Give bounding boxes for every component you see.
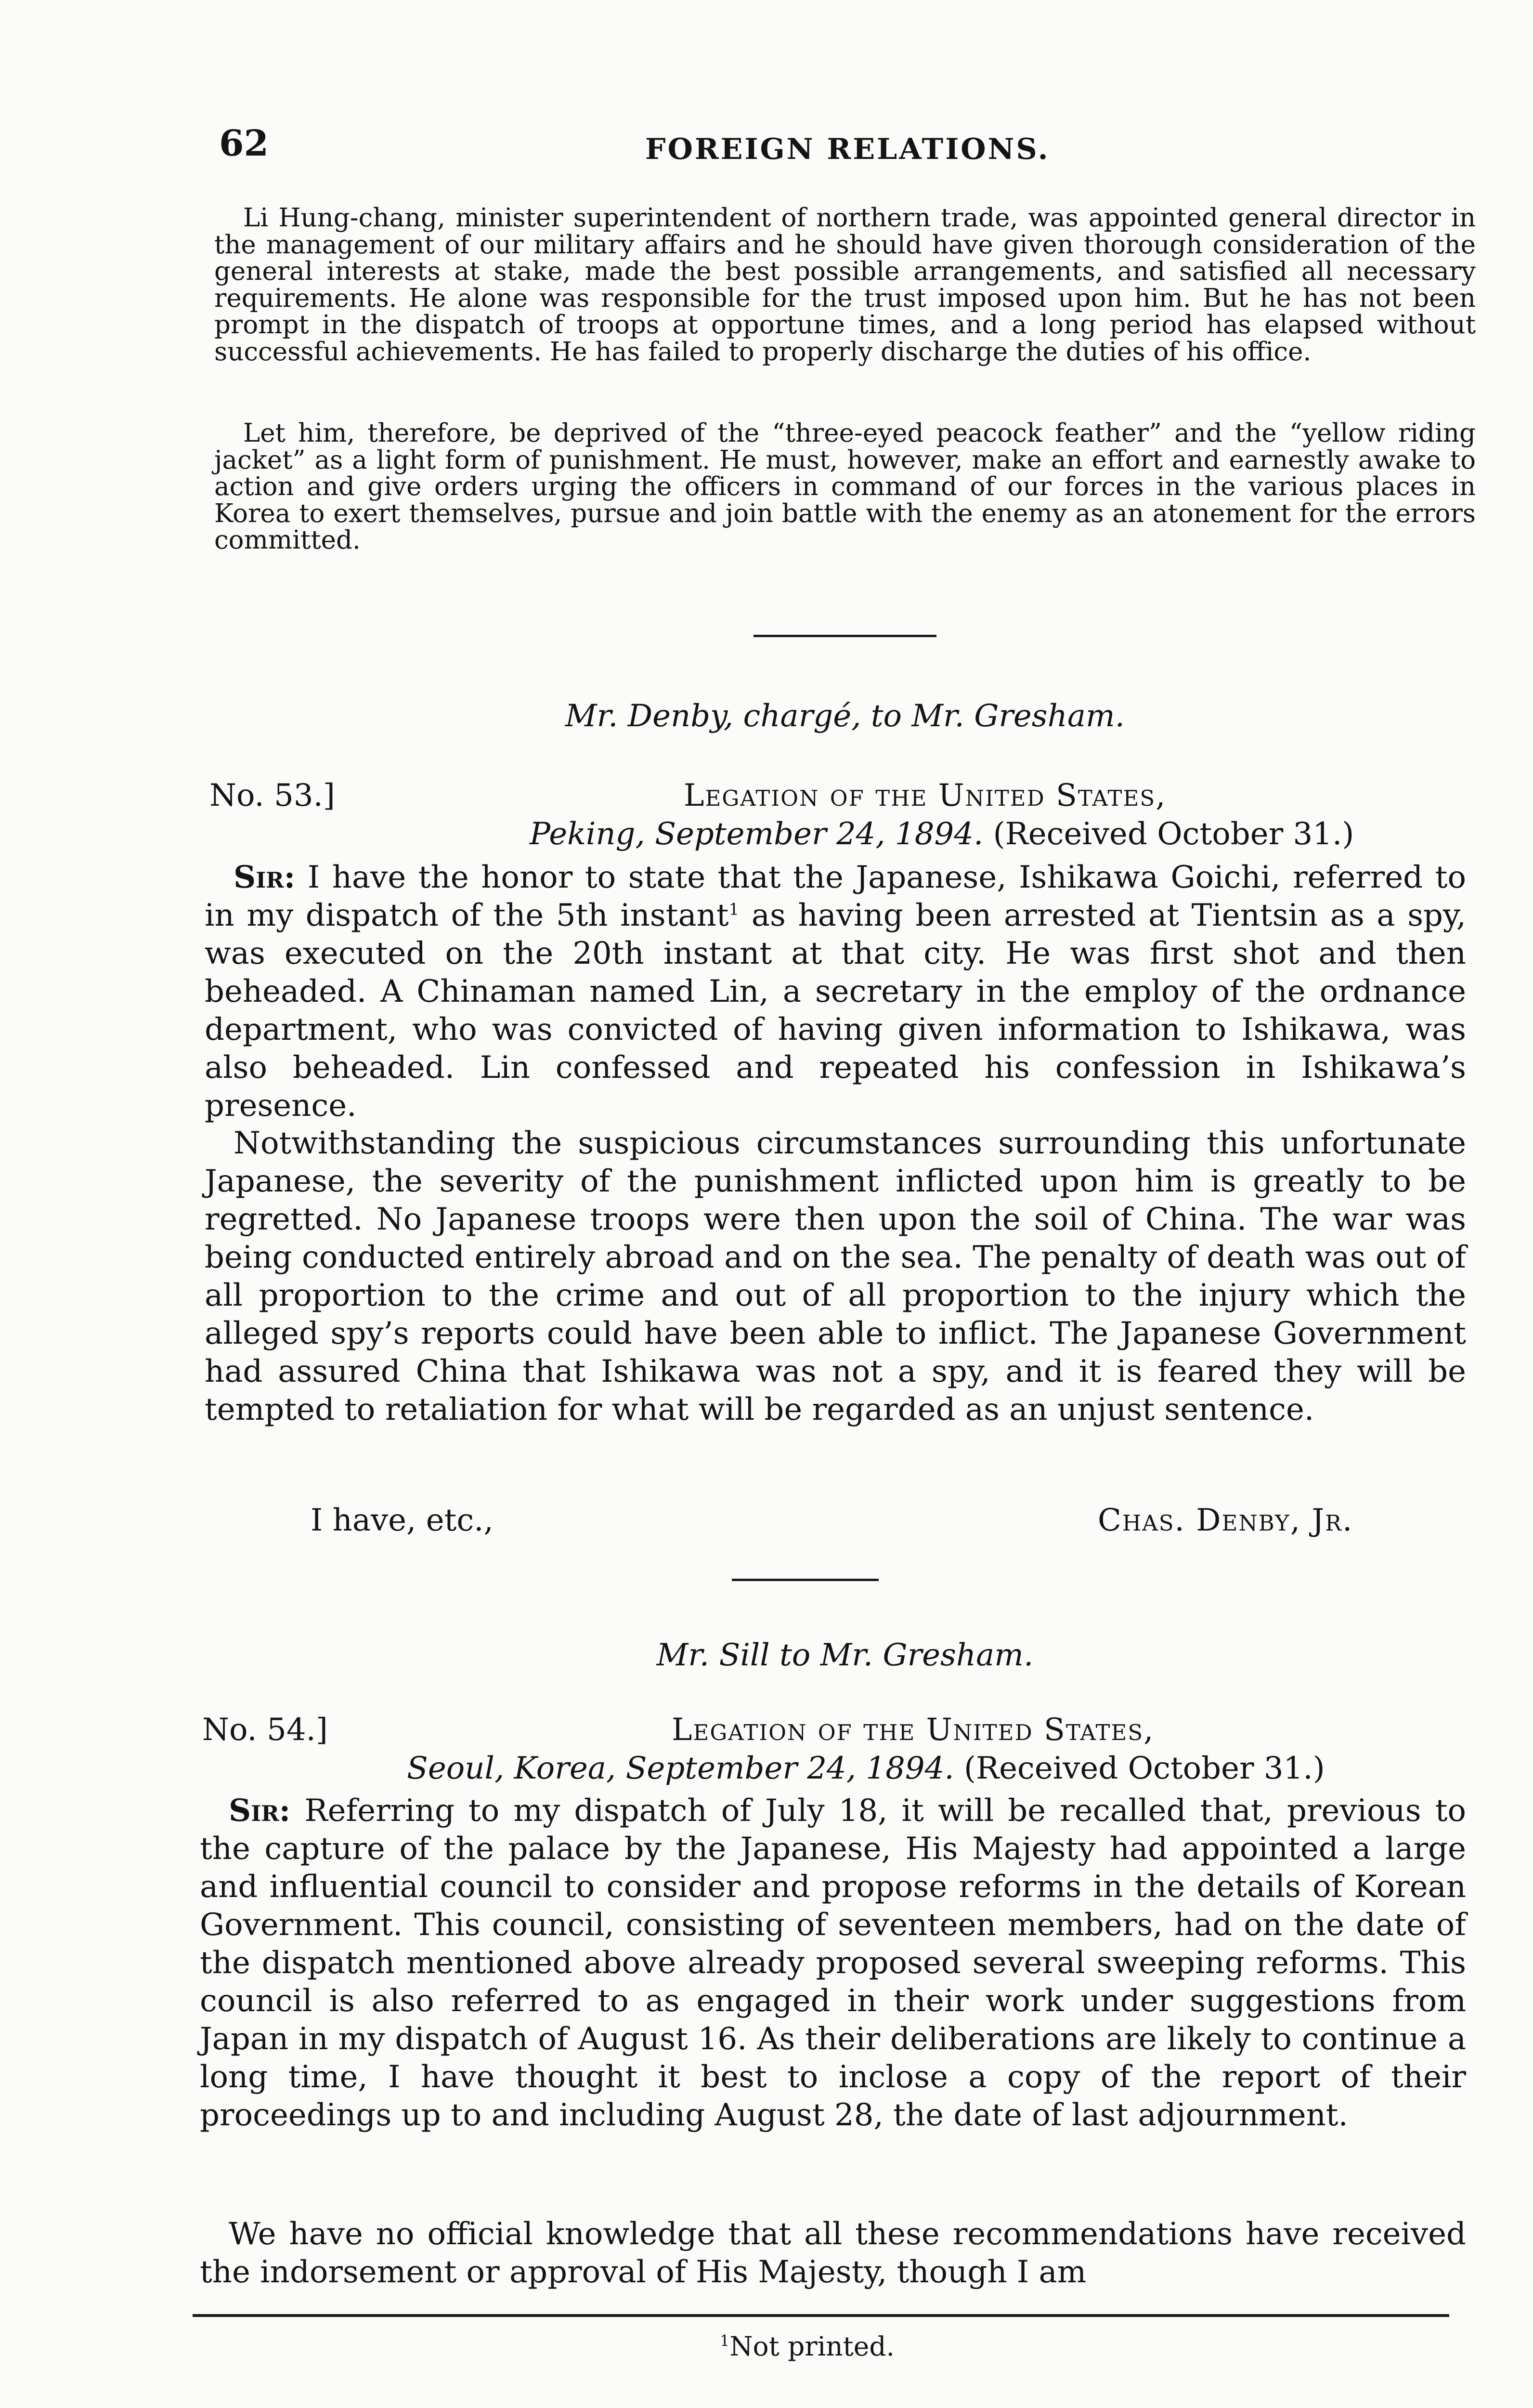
letter2-dispatch-number: No. 54.] — [202, 1712, 328, 1748]
letter2-paragraph-1 — [200, 1792, 1466, 2134]
footnote-marker: 1 — [720, 2331, 730, 2350]
letter1-para1-b: as having been arrested at Tientsin as a spy, was executed on the 20th instant at that city. He was first shot and then beheaded. A Chinaman named Lin, a secretary in the employ of the ordnance department, who was convicted of having given information to Ishikawa, was also beheaded. Lin confessed and repeated his confession in Ishikawa’s presence. — [205, 898, 1467, 1124]
running-title: FOREIGN RELATIONS. — [645, 132, 1050, 166]
letter1-signature: Chas. Denby, Jr. — [1098, 1503, 1353, 1538]
letter2-received: (Received October 31.) — [964, 1751, 1325, 1786]
letter2-paragraph-2: We have no official knowledge that all these recommendations have received the indorsement or approval of His Majesty, though I am — [200, 2216, 1466, 2290]
letter1-place-date: Peking, September 24, 1894. — [530, 816, 984, 852]
decree-paragraph-2: Let him, therefore, be deprived of the “three-eyed peacock feather” and the “yellow riding jacket” as a light form of punishment. He must, however, make an effort and earnestly awake to action and give orders urging the officers in command of our forces in the various places in Korea to exert themselves, pursue and join battle with the enemy as an atonement for the errors committed. — [214, 419, 1476, 555]
footnote-divider — [193, 2314, 1449, 2317]
letter2-salutation: Sir: — [229, 1793, 291, 1829]
letter1-legation: Legation of the United States, — [684, 778, 1167, 813]
letter1-received: (Received October 31.) — [993, 816, 1354, 852]
section-divider — [754, 635, 936, 637]
letter1-heading: Mr. Denby, chargé, to Mr. Gresham. — [565, 698, 1125, 734]
letter1-para1-a: I have the honor to state that the Japanese, Ishikawa Goichi, referred to in my dispatch of the 5th instant — [205, 860, 1467, 933]
letter1-paragraph-2: Notwithstanding the suspicious circumstances surrounding this unfortunate Japanese, the severity of the punishment inflicted upon him is greatly to be regretted. No Japanese troops were then upon the soil of China. The war was being conducted entirely abroad and on the sea. The penalty of death was out of all proportion to the crime and out of all proportion to the injury which the alleged spy’s reports could have been able to inflict. The Japanese Government had assured China that Ishikawa was not a spy, and it is feared they will be tempted to retaliation for what will be regarded as an unjust sentence. — [205, 1125, 1466, 1427]
decree-paragraph-1: Li Hung-chang, minister superintendent of northern trade, was appointed general director in the management of our military affairs and he should have given thorough consideration of the general interests at stake, made the best possible arrangements, and satisfied all necessary requirements. He alone was responsible for the trust imposed upon him. But he has not been prompt in the dispatch of troops at opportune times, and a long period has elapsed without successful achievements. He has failed to properly discharge the duties of his office. — [214, 203, 1476, 366]
footnote — [720, 2331, 895, 2362]
letter1-dispatch-number: No. 53.] — [209, 778, 335, 813]
letter2-dateline — [407, 1751, 1325, 1786]
letter2-place-date: Seoul, Korea, September 24, 1894. — [407, 1751, 954, 1786]
page-number: 62 — [219, 123, 269, 164]
letter1-dateline — [530, 816, 1354, 852]
letter1-paragraph-1 — [205, 858, 1466, 1125]
letter2-para1: Referring to my dispatch of July 18, it will be recalled that, previous to the capture of the palace by the Japanese, His Majesty had appointed a large and influential council to consider and propose reforms in the details of Korean Government. This council, consisting of seventeen members, had on the date of the dispatch mentioned above already proposed several sweeping reforms. This council is also referred to as engaged in their work under suggestions from Japan in my dispatch of August 16. As their deliberations are likely to continue a long time, I have thought it best to inclose a copy of the report of their proceedings up to and including August 28, the date of last adjournment. — [200, 1793, 1467, 2133]
section-divider — [732, 1579, 879, 1581]
letter1-salutation: Sir: — [234, 859, 296, 895]
letter1-closing: I have, etc., — [311, 1503, 494, 1538]
letter2-heading: Mr. Sill to Mr. Gresham. — [656, 1637, 1034, 1673]
footnote-reference: 1 — [728, 900, 740, 919]
footnote-text: Not printed. — [729, 2331, 895, 2362]
letter2-legation: Legation of the United States, — [672, 1712, 1155, 1748]
